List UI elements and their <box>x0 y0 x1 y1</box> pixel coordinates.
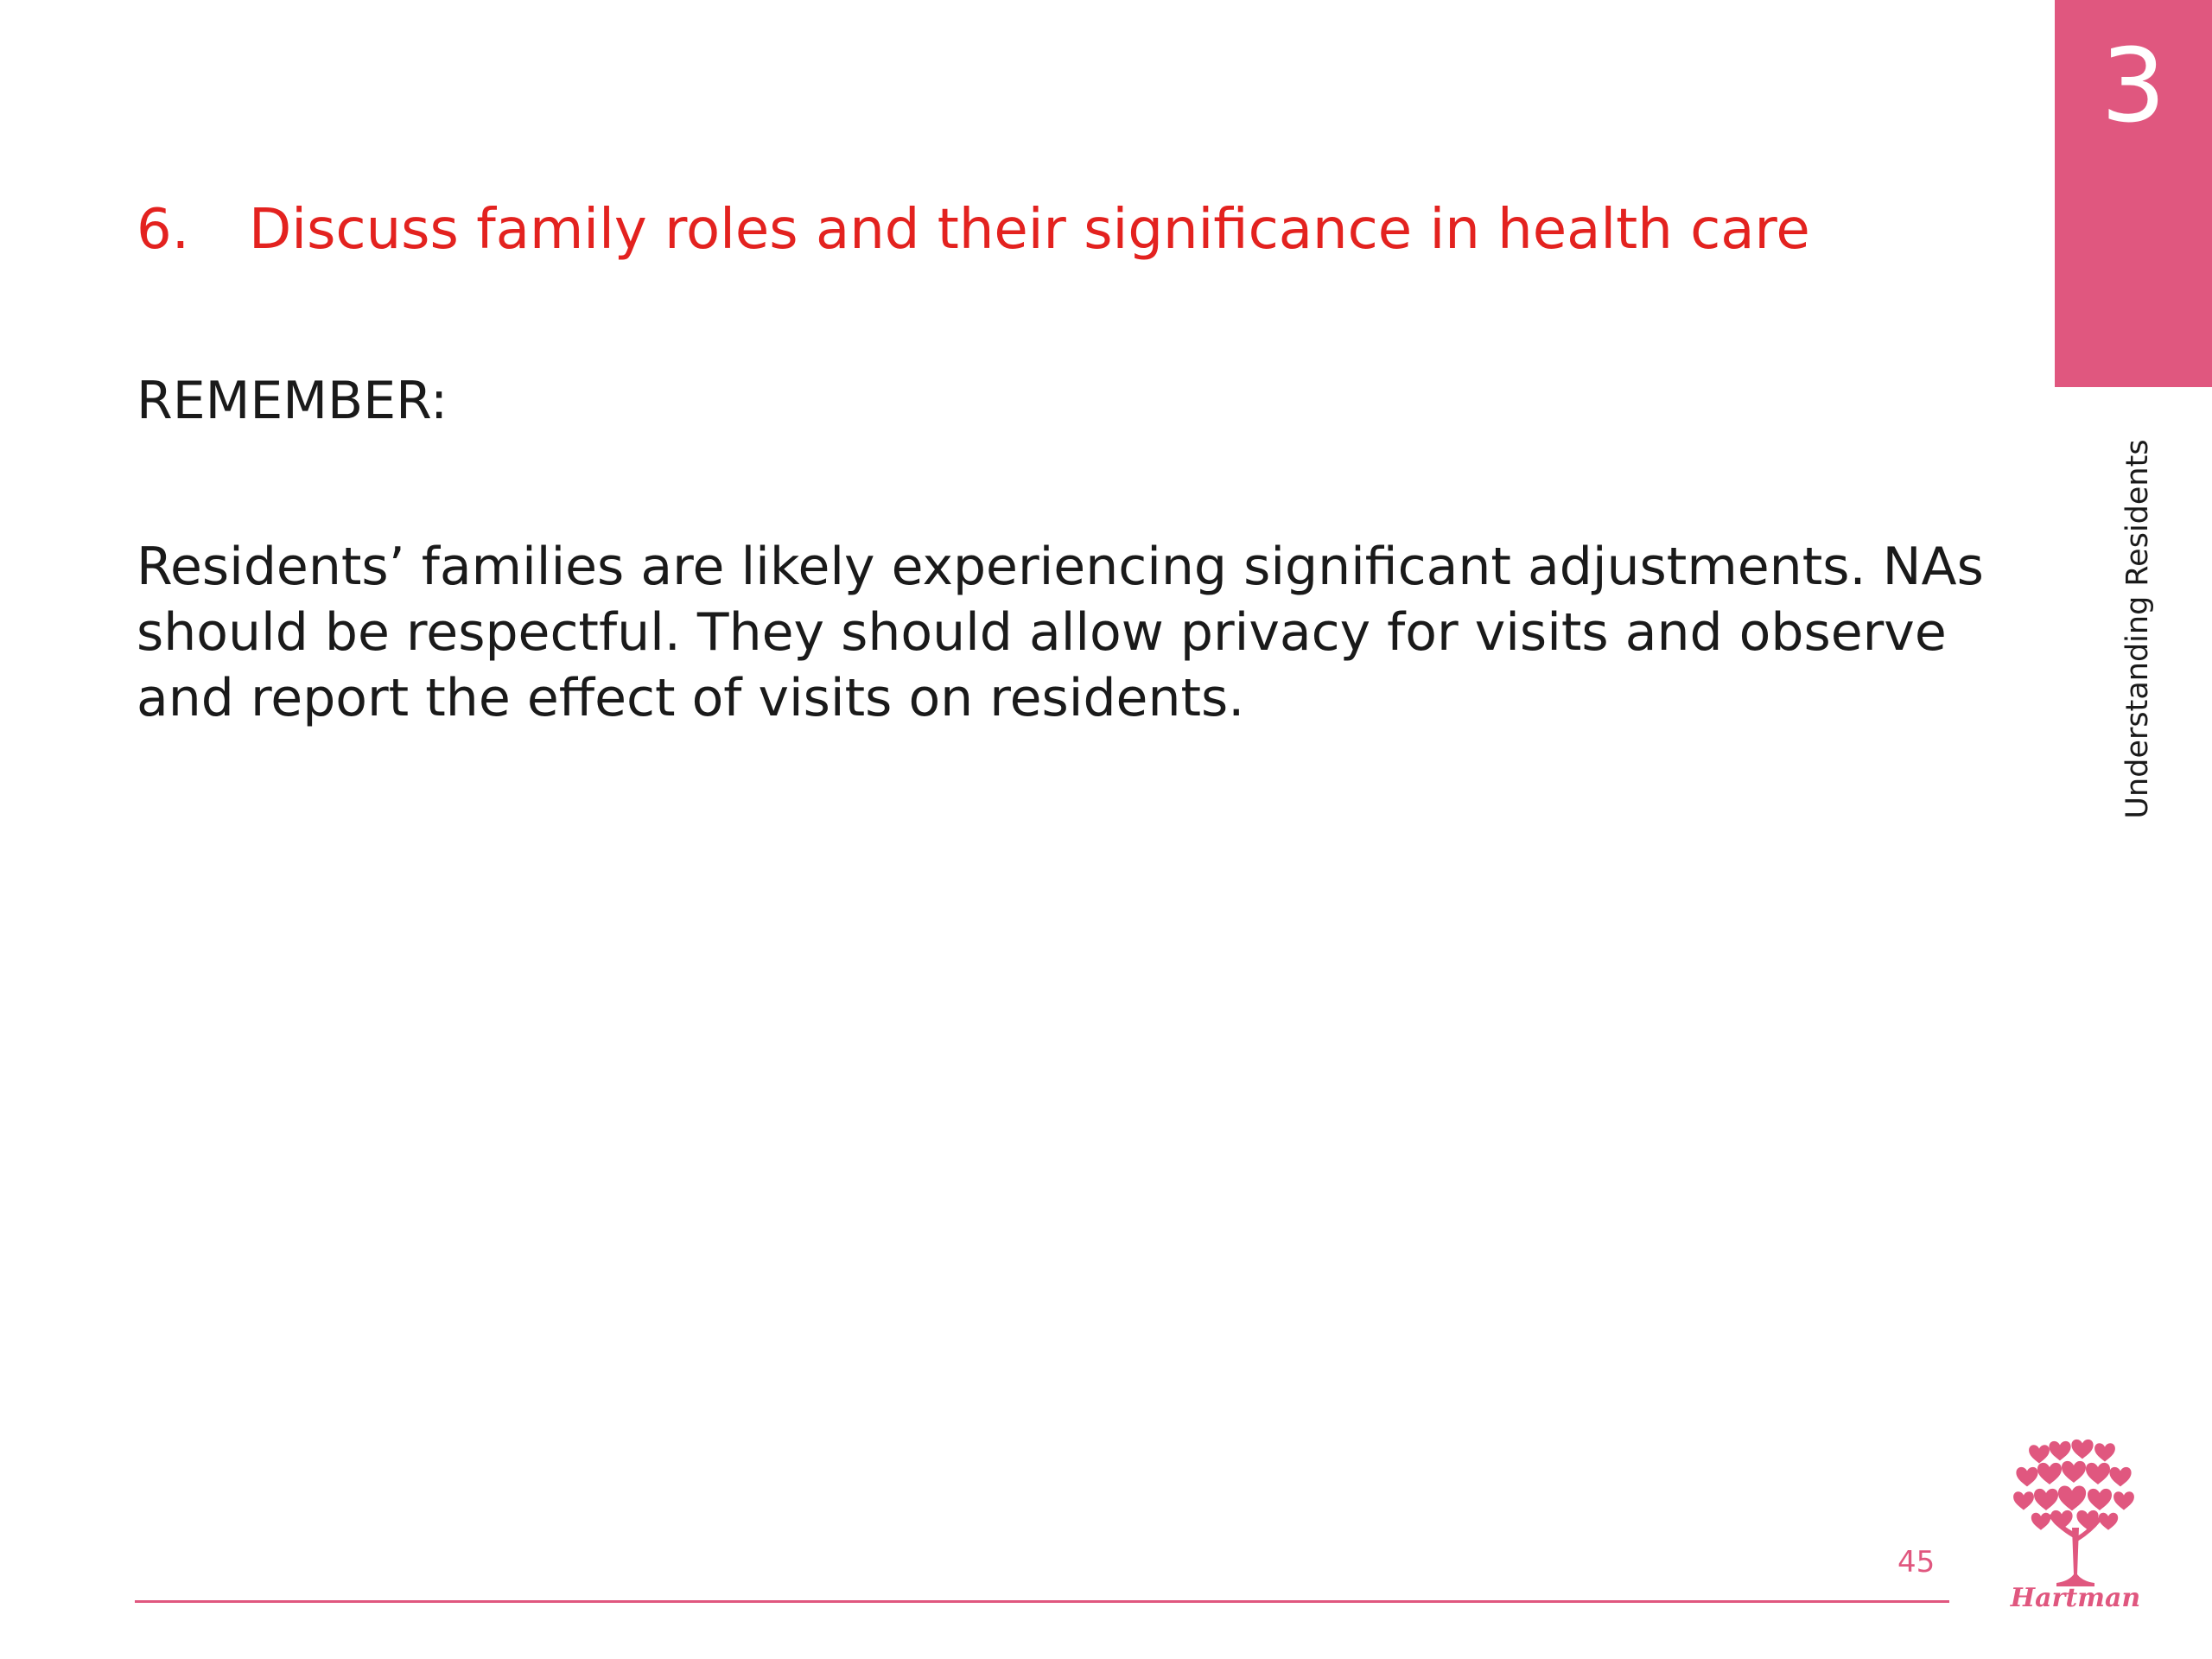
chapter-title-vertical: Understanding Residents <box>2120 439 2155 819</box>
page-number: 45 <box>1897 1545 1936 1580</box>
hartman-logo-wordmark: Hartman <box>2010 1583 2141 1613</box>
objective-heading <box>137 197 1810 263</box>
chapter-tab <box>2055 0 2212 387</box>
footer-divider <box>135 1600 1949 1603</box>
body-paragraph: Residents’ families are likely experiencing significant adjustments. NAs should be respectful. They should allow privacy for visits and observe and report the effect of visits on residents. <box>137 537 1984 728</box>
remember-label: REMEMBER: <box>137 371 448 431</box>
chapter-number: 3 <box>2101 26 2166 145</box>
objective-text: Discuss family roles and their significance in health care <box>249 198 1810 262</box>
objective-number: 6. <box>137 198 190 262</box>
